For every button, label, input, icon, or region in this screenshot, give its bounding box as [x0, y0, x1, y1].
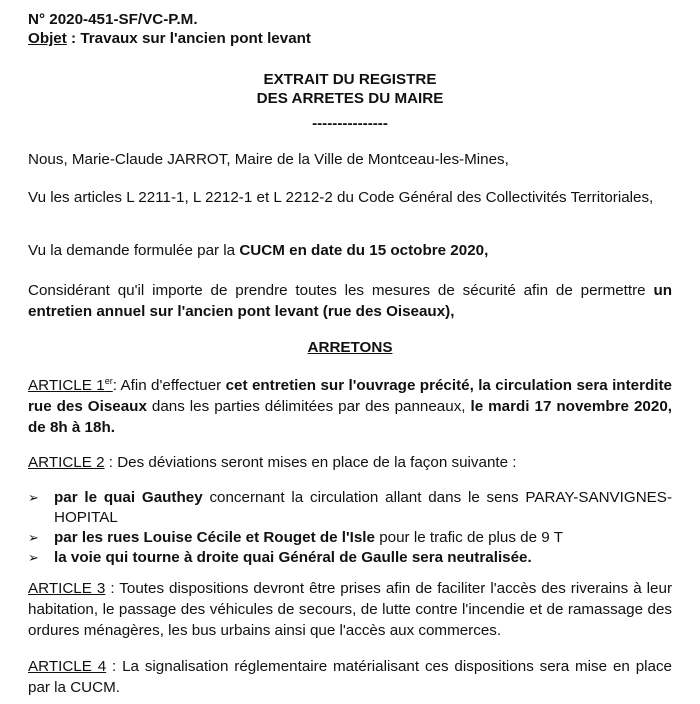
arrow-bullet-icon: ➢	[28, 490, 39, 505]
article-1-bold-1: cet entretien sur l'ouvrage précité, la circulation sera interdite rue des Oiseaux	[28, 377, 672, 415]
article-1	[28, 375, 672, 438]
paragraph-considerant	[28, 280, 672, 322]
article-1-text-2: dans les parties délimitées par des panneaux,	[146, 398, 471, 415]
article-2-label: ARTICLE 2	[28, 454, 105, 471]
list-item: ➢ la voie qui tourne à droite quai Général de Gaulle sera neutralisée.	[28, 549, 532, 566]
document-title	[28, 70, 672, 133]
article-1-bold-2: le mardi 17 novembre 2020, de 8h à 18h.	[28, 398, 672, 436]
title-separator: ---------------	[312, 115, 388, 132]
title-line-1: EXTRAIT DU REGISTRE	[263, 71, 437, 88]
arretons-text: ARRETONS	[307, 339, 393, 356]
objet-label: Objet	[28, 30, 67, 47]
paragraph-nous: Nous, Marie-Claude JARROT, Maire de la Ville de Montceau-les-Mines,	[28, 151, 509, 168]
paragraph-vu-articles: Vu les articles L 2211-1, L 2212-1 et L 2212-2 du Code Général des Collectivités Territoriales,	[28, 189, 654, 206]
article-2-text: : Des déviations seront mises en place de la façon suivante :	[104, 454, 517, 471]
deviation-list	[28, 488, 672, 568]
arrow-bullet-icon: ➢	[28, 550, 39, 565]
article-2	[28, 452, 672, 473]
arretons-heading	[28, 337, 672, 358]
vu-demande-bold: CUCM en date du 15 octobre 2020,	[239, 242, 489, 259]
title-line-2: DES ARRETES DU MAIRE	[256, 90, 444, 107]
reference-number: N° 2020-451-SF/VC-P.M.	[28, 11, 198, 28]
article-4-text: : La signalisation réglementaire matérialisant ces dispositions sera mise en place par la CUCM.	[28, 658, 673, 696]
vu-demande-text: Vu la demande formulée par la	[28, 242, 240, 259]
article-4-label: ARTICLE 4	[28, 658, 107, 675]
considerant-text: Considérant qu'il importe de prendre toutes les mesures de sécurité afin de permettre	[28, 282, 654, 299]
article-1-text-1: : Afin d'effectuer	[112, 377, 226, 394]
objet-text: : Travaux sur l'ancien pont levant	[66, 30, 311, 47]
arrow-bullet-icon: ➢	[28, 530, 39, 545]
document-header	[28, 10, 672, 48]
considerant-bold: un entretien annuel sur l'ancien pont levant (rue des Oiseaux),	[28, 282, 672, 320]
article-1-label: ARTICLE 1er	[28, 375, 113, 394]
article-4	[28, 656, 672, 698]
paragraph-vu-demande	[28, 240, 672, 261]
article-3	[28, 578, 672, 641]
list-item: ➢ par les rues Louise Cécile et Rouget de l'Isle pour le trafic de plus de 9 T	[28, 529, 563, 546]
article-3-text: : Toutes dispositions devront être prises afin de faciliter l'accès des riverains à leur habitation, le passage des véhicules de secours, de lutte contre l'incendie et de ramassage des ordures ménagères, les bus urbains ainsi que l'accès aux commerces.	[28, 580, 672, 639]
list-item: ➢ par le quai Gauthey concernant la circulation allant dans le sens PARAY-SANVIGNES- HOPITAL	[28, 489, 672, 526]
article-3-label: ARTICLE 3	[28, 580, 106, 597]
